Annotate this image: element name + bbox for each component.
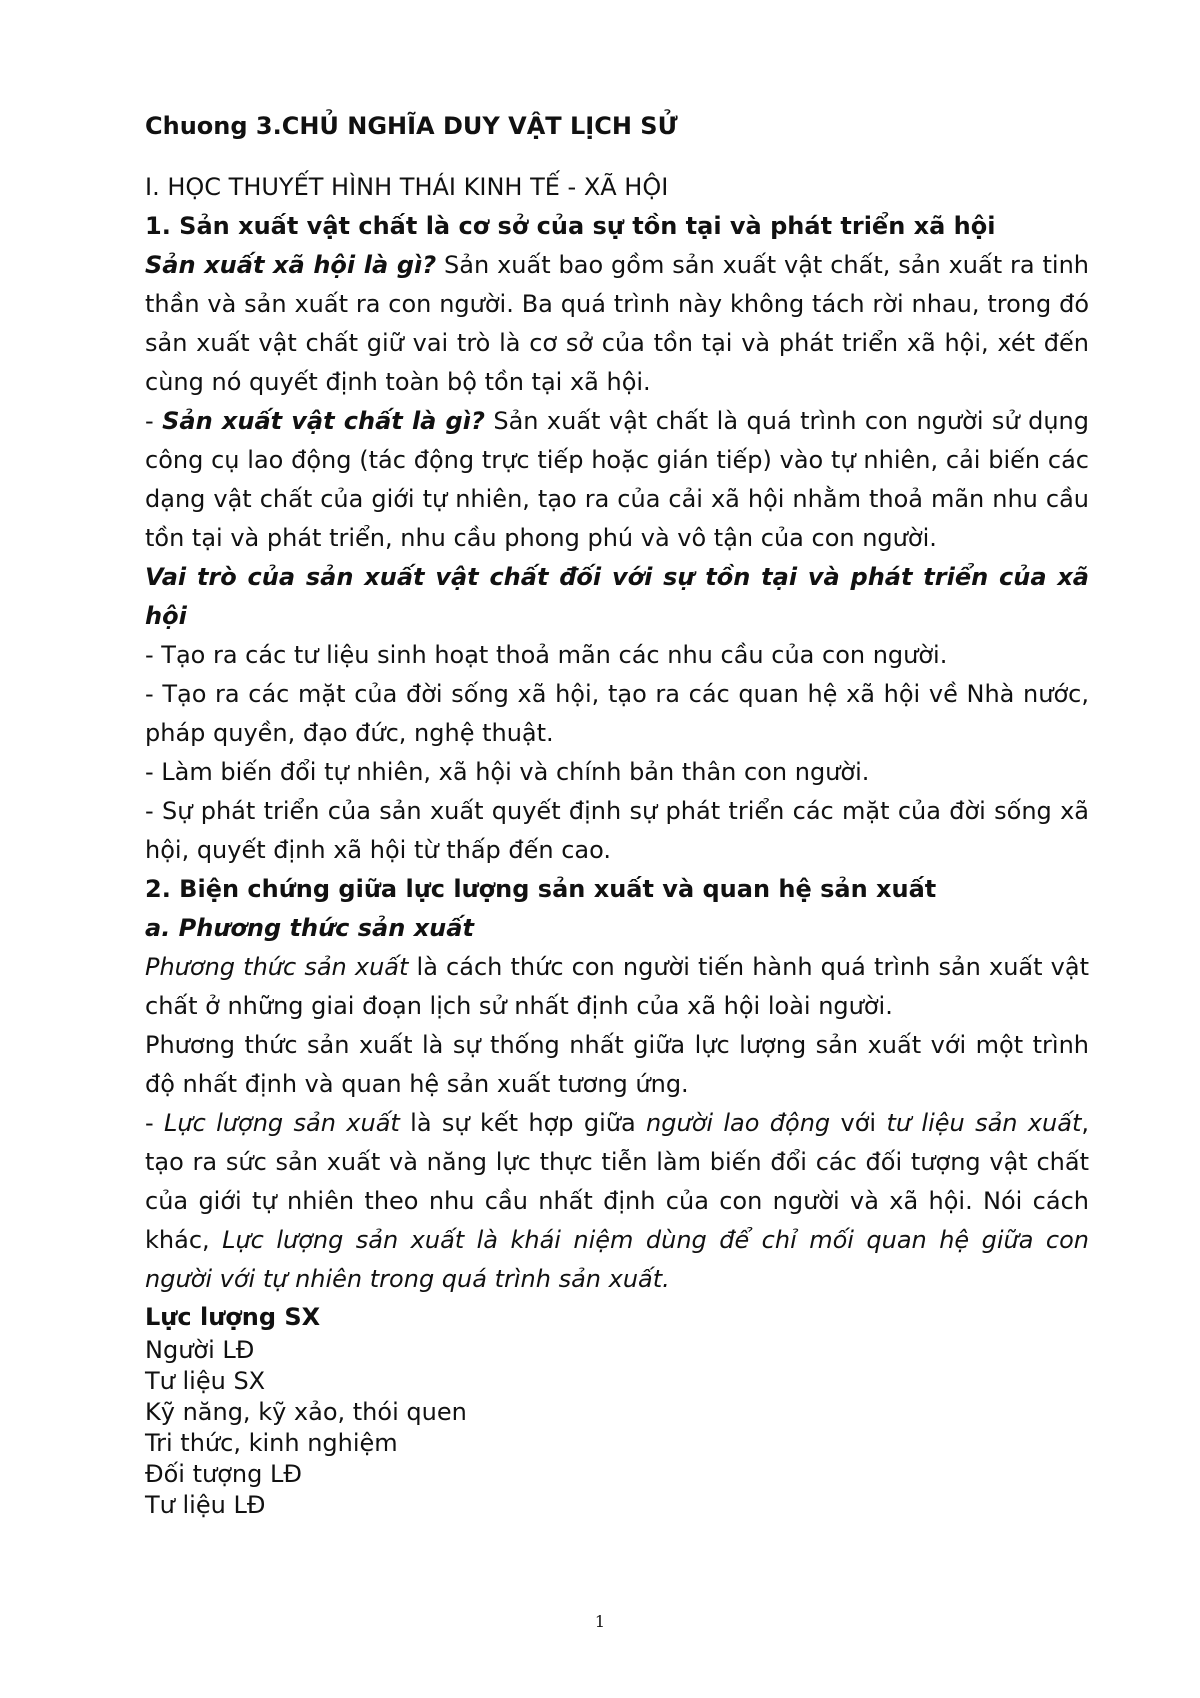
chapter-title: Chuong 3.CHỦ NGHĨA DUY VẬT LỊCH SỬ — [145, 112, 678, 140]
term-material-production: Sản xuất vật chất là gì? — [162, 407, 485, 435]
paragraph-mode-unity: Phương thức sản xuất là sự thống nhất giữa lực lượng sản xuất với một trình độ nhất định và quan hệ sản xuất tương ứng. — [145, 1031, 1089, 1098]
diagram-item: Kỹ năng, kỹ xảo, thói quen — [145, 1398, 467, 1426]
page-number: 1 — [594, 1612, 606, 1631]
dash: - — [145, 407, 163, 435]
paragraph-social-production — [145, 246, 1089, 402]
role-heading: Vai trò của sản xuất vật chất đối với sự tồn tại và phát triển của xã hội — [145, 563, 1089, 630]
paragraph-mode-of-production — [145, 948, 1089, 1026]
definition-productive-forces: Lực lượng sản xuất là khái niệm dùng để chỉ mối quan hệ giữa con người với tự nhiên trong quá trình sản xuất. — [145, 1226, 1089, 1293]
role-item: - Sự phát triển của sản xuất quyết định sự phát triển các mặt của đời sống xã hội, quyết định xã hội từ thấp đến cao. — [145, 797, 1089, 864]
term-mode-of-production: Phương thức sản xuất — [145, 953, 409, 981]
paragraph-productive-forces — [145, 1104, 1089, 1299]
diagram-item: Tư liệu SX — [145, 1367, 266, 1395]
dash: - — [145, 1109, 165, 1137]
paragraph-text: , tạo ra sức sản xuất và năng lực thực tiễn làm biến đổi các đối tượng vật chất của giới tự nhiên theo nhu cầu nhất định của con người và xã hội. Nói cách khác, — [145, 1109, 1090, 1254]
paragraph-text: Sản xuất bao gồm sản xuất vật chất, sản xuất ra tinh thần và sản xuất ra con người. Ba quá trình này không tách rời nhau, trong đó sản xuất vật chất giữ vai trò là cơ sở của tồn tại và phát triển xã hội, xét đến cùng nó quyết định toàn bộ tồn tại xã hội. — [145, 251, 1089, 396]
diagram-title: Lực lượng SX — [145, 1303, 321, 1331]
paragraph-text: với — [830, 1109, 887, 1137]
section-heading-1: I. HỌC THUYẾT HÌNH THÁI KINH TẾ - XÃ HỘI — [145, 173, 669, 201]
paragraph-material-production — [145, 402, 1089, 558]
paragraph-text: là cách thức con người tiến hành quá trình sản xuất vật chất ở những giai đoạn lịch sử nhất định của xã hội loài người. — [145, 953, 1089, 1020]
term-means-of-production: tư liệu sản xuất — [886, 1109, 1082, 1137]
sub-heading-a: a. Phương thức sản xuất — [145, 914, 474, 942]
diagram-item: Tri thức, kinh nghiệm — [145, 1429, 398, 1457]
subsection-heading-2: 2. Biện chứng giữa lực lượng sản xuất và quan hệ sản xuất — [145, 875, 937, 903]
term-worker: người lao động — [646, 1109, 831, 1137]
paragraph-text: Sản xuất vật chất là quá trình con người sử dụng công cụ lao động (tác động trực tiếp hoặc gián tiếp) vào tự nhiên, cải biến các dạng vật chất của giới tự nhiên, tạo ra của cải xã hội nhằm thoả mãn nhu cầu tồn tại và phát triển, nhu cầu phong phú và vô tận của con người. — [145, 407, 1089, 552]
paragraph-text: là sự kết hợp giữa — [399, 1109, 647, 1137]
document-body — [145, 168, 1089, 1521]
role-item: - Tạo ra các tư liệu sinh hoạt thoả mãn các nhu cầu của con người. — [145, 641, 948, 669]
term-productive-forces: Lực lượng sản xuất — [164, 1109, 400, 1137]
diagram-item: Tư liệu LĐ — [145, 1491, 266, 1519]
term-social-production: Sản xuất xã hội là gì? — [145, 251, 437, 279]
document-page — [145, 0, 1089, 1698]
role-item: - Tạo ra các mặt của đời sống xã hội, tạo ra các quan hệ xã hội về Nhà nước, pháp quyền, đạo đức, nghệ thuật. — [145, 680, 1089, 747]
subsection-heading-1: 1. Sản xuất vật chất là cơ sở của sự tồn tại và phát triển xã hội — [145, 212, 996, 240]
diagram-item: Đối tượng LĐ — [145, 1460, 302, 1488]
diagram-labels — [145, 1299, 1089, 1521]
diagram-item: Người LĐ — [145, 1336, 255, 1364]
role-item: - Làm biến đổi tự nhiên, xã hội và chính bản thân con người. — [145, 758, 870, 786]
